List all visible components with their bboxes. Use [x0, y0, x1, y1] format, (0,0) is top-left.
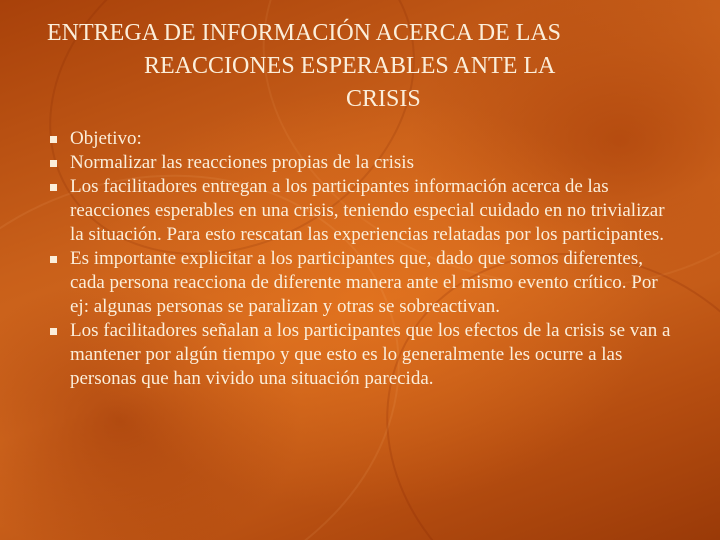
list-item-text: Objetivo:	[70, 128, 142, 149]
list-item-text: Normalizar las reacciones propias de la crisis	[70, 152, 414, 173]
square-bullet-icon	[50, 328, 57, 335]
list-item	[50, 151, 680, 175]
square-bullet-icon	[50, 160, 57, 167]
list-item	[50, 127, 680, 151]
slide-title-line: CRISIS	[346, 86, 421, 112]
square-bullet-icon	[50, 136, 57, 143]
list-item-text: Los facilitadores señalan a los participantes que los efectos de la crisis se van a mantener por algún tiempo y que esto es lo generalmente les ocurre a las personas que han vivido una situación parecida.	[70, 320, 671, 389]
list-item	[50, 175, 680, 247]
list-item-text: Los facilitadores entregan a los participantes información acerca de las reacciones esperables en una crisis, teniendo especial cuidado en no trivializar la situación. Para esto rescatan las experiencias relatadas por los participantes.	[70, 176, 665, 245]
bullet-list	[50, 127, 680, 391]
slide-title	[40, 17, 700, 116]
slide-title-line: ENTREGA DE INFORMACIÓN ACERCA DE LAS	[47, 20, 562, 46]
list-item	[50, 319, 680, 391]
list-item	[50, 247, 680, 319]
square-bullet-icon	[50, 256, 57, 263]
slide-title-line: REACCIONES ESPERABLES ANTE LA	[144, 53, 556, 79]
square-bullet-icon	[50, 184, 57, 191]
list-item-text: Es importante explicitar a los participantes que, dado que somos diferentes, cada persona reacciona de diferente manera ante el mismo evento crítico. Por ej: algunas personas se paralizan y otras se sobreactivan.	[70, 248, 658, 317]
